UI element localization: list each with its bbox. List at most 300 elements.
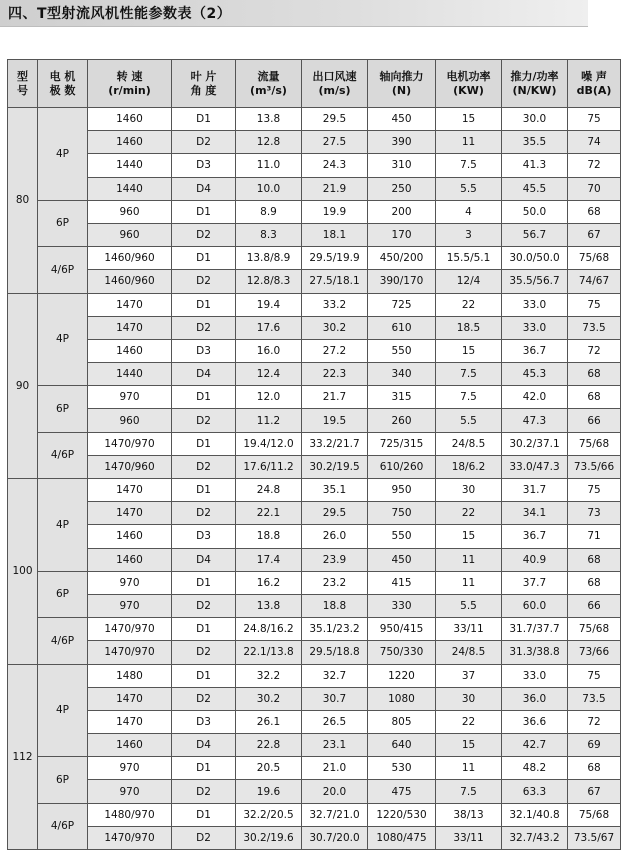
noise-cell: 68 (568, 571, 621, 594)
motor-power-cell: 15 (436, 339, 502, 362)
table-row (8, 641, 621, 664)
poles-cell: 6P (38, 757, 88, 803)
col-speed-header: 转 速 (r/min) (88, 60, 172, 108)
noise-cell: 73/66 (568, 641, 621, 664)
col-thrust-power-ratio-header: 推力/功率 (N/KW) (502, 60, 568, 108)
motor-power-cell: 4 (436, 200, 502, 223)
flow-cell: 32.2/20.5 (236, 803, 302, 826)
thrust-cell: 1080/475 (368, 826, 436, 849)
outlet-velocity-cell: 27.5/18.1 (302, 270, 368, 293)
speed-cell: 1470 (88, 316, 172, 339)
speed-cell: 970 (88, 571, 172, 594)
blade-angle-cell: D2 (172, 502, 236, 525)
flow-cell: 30.2/19.6 (236, 826, 302, 849)
flow-cell: 24.8 (236, 479, 302, 502)
thrust-cell: 415 (368, 571, 436, 594)
blade-angle-cell: D2 (172, 409, 236, 432)
col-blade-angle-header: 叶 片 角 度 (172, 60, 236, 108)
blade-angle-cell: D4 (172, 734, 236, 757)
thrust-power-ratio-cell: 36.6 (502, 710, 568, 733)
thrust-cell: 390 (368, 131, 436, 154)
thrust-power-ratio-cell: 34.1 (502, 502, 568, 525)
table-row (8, 826, 621, 849)
motor-power-cell: 33/11 (436, 826, 502, 849)
table-row (8, 594, 621, 617)
outlet-velocity-cell: 21.9 (302, 177, 368, 200)
outlet-velocity-cell: 30.7 (302, 687, 368, 710)
poles-cell: 4/6P (38, 618, 88, 664)
flow-cell: 17.4 (236, 548, 302, 571)
motor-power-cell: 22 (436, 502, 502, 525)
table-row (8, 154, 621, 177)
thrust-power-ratio-cell: 45.3 (502, 363, 568, 386)
noise-cell: 68 (568, 363, 621, 386)
model-cell: 100 (8, 479, 38, 665)
thrust-cell: 725/315 (368, 432, 436, 455)
table-row (8, 363, 621, 386)
thrust-cell: 475 (368, 780, 436, 803)
thrust-power-ratio-cell: 41.3 (502, 154, 568, 177)
motor-power-cell: 33/11 (436, 618, 502, 641)
table-row (8, 618, 621, 641)
motor-power-cell: 15 (436, 108, 502, 131)
poles-cell: 4/6P (38, 247, 88, 293)
blade-angle-cell: D2 (172, 270, 236, 293)
outlet-velocity-cell: 18.8 (302, 594, 368, 617)
table-row (8, 177, 621, 200)
blade-angle-cell: D1 (172, 200, 236, 223)
blade-angle-cell: D1 (172, 618, 236, 641)
motor-power-cell: 15.5/5.1 (436, 247, 502, 270)
poles-cell: 4/6P (38, 432, 88, 478)
blade-angle-cell: D3 (172, 710, 236, 733)
thrust-power-ratio-cell: 30.2/37.1 (502, 432, 568, 455)
outlet-velocity-cell: 33.2/21.7 (302, 432, 368, 455)
thrust-cell: 315 (368, 386, 436, 409)
blade-angle-cell: D2 (172, 131, 236, 154)
title-bar (0, 0, 588, 27)
outlet-velocity-cell: 27.5 (302, 131, 368, 154)
motor-power-cell: 7.5 (436, 363, 502, 386)
outlet-velocity-cell: 21.0 (302, 757, 368, 780)
speed-cell: 960 (88, 223, 172, 246)
outlet-velocity-cell: 26.5 (302, 710, 368, 733)
blade-angle-cell: D4 (172, 548, 236, 571)
col-motor-power-header: 电机功率 (KW) (436, 60, 502, 108)
motor-power-cell: 18.5 (436, 316, 502, 339)
motor-power-cell: 24/8.5 (436, 432, 502, 455)
table-row (8, 757, 621, 780)
thrust-power-ratio-cell: 42.0 (502, 386, 568, 409)
thrust-cell: 750 (368, 502, 436, 525)
motor-power-cell: 5.5 (436, 409, 502, 432)
noise-cell: 72 (568, 710, 621, 733)
col-poles-header: 电 机 极 数 (38, 60, 88, 108)
blade-angle-cell: D1 (172, 803, 236, 826)
noise-cell: 66 (568, 409, 621, 432)
motor-power-cell: 5.5 (436, 594, 502, 617)
speed-cell: 1440 (88, 154, 172, 177)
thrust-power-ratio-cell: 33.0 (502, 316, 568, 339)
flow-cell: 32.2 (236, 664, 302, 687)
thrust-cell: 750/330 (368, 641, 436, 664)
outlet-velocity-cell: 26.0 (302, 525, 368, 548)
thrust-cell: 1080 (368, 687, 436, 710)
speed-cell: 1470 (88, 293, 172, 316)
motor-power-cell: 11 (436, 571, 502, 594)
flow-cell: 16.2 (236, 571, 302, 594)
fan-spec-table (7, 59, 621, 850)
noise-cell: 73.5 (568, 687, 621, 710)
motor-power-cell: 15 (436, 734, 502, 757)
thrust-power-ratio-cell: 33.0 (502, 664, 568, 687)
outlet-velocity-cell: 30.2/19.5 (302, 455, 368, 478)
table-row (8, 571, 621, 594)
table-row (8, 432, 621, 455)
table-row (8, 664, 621, 687)
table-row (8, 780, 621, 803)
thrust-power-ratio-cell: 60.0 (502, 594, 568, 617)
thrust-cell: 805 (368, 710, 436, 733)
flow-cell: 19.4/12.0 (236, 432, 302, 455)
table-row (8, 409, 621, 432)
noise-cell: 75 (568, 664, 621, 687)
table-row (8, 803, 621, 826)
speed-cell: 1440 (88, 363, 172, 386)
noise-cell: 68 (568, 200, 621, 223)
table-row (8, 734, 621, 757)
speed-cell: 1440 (88, 177, 172, 200)
thrust-cell: 170 (368, 223, 436, 246)
noise-cell: 70 (568, 177, 621, 200)
outlet-velocity-cell: 22.3 (302, 363, 368, 386)
blade-angle-cell: D1 (172, 247, 236, 270)
blade-angle-cell: D2 (172, 594, 236, 617)
flow-cell: 16.0 (236, 339, 302, 362)
blade-angle-cell: D1 (172, 479, 236, 502)
noise-cell: 75 (568, 293, 621, 316)
thrust-power-ratio-cell: 42.7 (502, 734, 568, 757)
speed-cell: 970 (88, 780, 172, 803)
noise-cell: 75/68 (568, 432, 621, 455)
outlet-velocity-cell: 19.9 (302, 200, 368, 223)
motor-power-cell: 37 (436, 664, 502, 687)
thrust-power-ratio-cell: 32.7/43.2 (502, 826, 568, 849)
speed-cell: 1460 (88, 548, 172, 571)
noise-cell: 73 (568, 502, 621, 525)
thrust-power-ratio-cell: 50.0 (502, 200, 568, 223)
motor-power-cell: 11 (436, 757, 502, 780)
thrust-power-ratio-cell: 31.7 (502, 479, 568, 502)
blade-angle-cell: D1 (172, 293, 236, 316)
flow-cell: 12.8/8.3 (236, 270, 302, 293)
noise-cell: 72 (568, 154, 621, 177)
table-row (8, 455, 621, 478)
col-flow-header: 流量 (m³/s) (236, 60, 302, 108)
speed-cell: 1470 (88, 710, 172, 733)
flow-cell: 19.6 (236, 780, 302, 803)
col-outlet-velocity-header: 出口风速 (m/s) (302, 60, 368, 108)
outlet-velocity-cell: 24.3 (302, 154, 368, 177)
thrust-cell: 200 (368, 200, 436, 223)
speed-cell: 1470 (88, 687, 172, 710)
thrust-cell: 250 (368, 177, 436, 200)
thrust-cell: 530 (368, 757, 436, 780)
poles-cell: 4/6P (38, 803, 88, 849)
outlet-velocity-cell: 29.5/18.8 (302, 641, 368, 664)
thrust-power-ratio-cell: 37.7 (502, 571, 568, 594)
flow-cell: 18.8 (236, 525, 302, 548)
thrust-cell: 260 (368, 409, 436, 432)
thrust-power-ratio-cell: 35.5/56.7 (502, 270, 568, 293)
thrust-power-ratio-cell: 36.0 (502, 687, 568, 710)
noise-cell: 75/68 (568, 803, 621, 826)
motor-power-cell: 3 (436, 223, 502, 246)
flow-cell: 8.9 (236, 200, 302, 223)
blade-angle-cell: D1 (172, 757, 236, 780)
table-row (8, 525, 621, 548)
speed-cell: 1460/960 (88, 247, 172, 270)
poles-cell: 4P (38, 108, 88, 201)
outlet-velocity-cell: 29.5 (302, 108, 368, 131)
flow-cell: 17.6 (236, 316, 302, 339)
motor-power-cell: 5.5 (436, 177, 502, 200)
thrust-power-ratio-cell: 47.3 (502, 409, 568, 432)
thrust-power-ratio-cell: 35.5 (502, 131, 568, 154)
blade-angle-cell: D1 (172, 432, 236, 455)
noise-cell: 74/67 (568, 270, 621, 293)
noise-cell: 75 (568, 108, 621, 131)
blade-angle-cell: D2 (172, 641, 236, 664)
motor-power-cell: 22 (436, 293, 502, 316)
noise-cell: 68 (568, 386, 621, 409)
thrust-power-ratio-cell: 36.7 (502, 339, 568, 362)
thrust-power-ratio-cell: 30.0/50.0 (502, 247, 568, 270)
table-row (8, 223, 621, 246)
thrust-power-ratio-cell: 45.5 (502, 177, 568, 200)
table-row (8, 293, 621, 316)
table-row (8, 548, 621, 571)
thrust-power-ratio-cell: 30.0 (502, 108, 568, 131)
blade-angle-cell: D3 (172, 154, 236, 177)
noise-cell: 67 (568, 223, 621, 246)
thrust-cell: 1220 (368, 664, 436, 687)
flow-cell: 24.8/16.2 (236, 618, 302, 641)
col-thrust-header: 轴向推力 (N) (368, 60, 436, 108)
noise-cell: 72 (568, 339, 621, 362)
thrust-cell: 310 (368, 154, 436, 177)
thrust-cell: 950/415 (368, 618, 436, 641)
thrust-cell: 550 (368, 339, 436, 362)
thrust-cell: 640 (368, 734, 436, 757)
table-row (8, 386, 621, 409)
model-cell: 112 (8, 664, 38, 850)
motor-power-cell: 11 (436, 131, 502, 154)
motor-power-cell: 18/6.2 (436, 455, 502, 478)
thrust-cell: 610/260 (368, 455, 436, 478)
thrust-cell: 1220/530 (368, 803, 436, 826)
flow-cell: 22.8 (236, 734, 302, 757)
noise-cell: 75/68 (568, 247, 621, 270)
blade-angle-cell: D4 (172, 177, 236, 200)
speed-cell: 970 (88, 757, 172, 780)
thrust-power-ratio-cell: 56.7 (502, 223, 568, 246)
noise-cell: 67 (568, 780, 621, 803)
speed-cell: 970 (88, 386, 172, 409)
noise-cell: 75 (568, 479, 621, 502)
motor-power-cell: 11 (436, 548, 502, 571)
noise-cell: 75/68 (568, 618, 621, 641)
thrust-cell: 340 (368, 363, 436, 386)
table-row (8, 108, 621, 131)
outlet-velocity-cell: 18.1 (302, 223, 368, 246)
speed-cell: 1470/970 (88, 432, 172, 455)
motor-power-cell: 7.5 (436, 386, 502, 409)
flow-cell: 10.0 (236, 177, 302, 200)
speed-cell: 1460/960 (88, 270, 172, 293)
thrust-cell: 950 (368, 479, 436, 502)
speed-cell: 960 (88, 409, 172, 432)
flow-cell: 13.8/8.9 (236, 247, 302, 270)
table-row (8, 710, 621, 733)
motor-power-cell: 22 (436, 710, 502, 733)
blade-angle-cell: D2 (172, 687, 236, 710)
flow-cell: 17.6/11.2 (236, 455, 302, 478)
speed-cell: 1480 (88, 664, 172, 687)
speed-cell: 1470 (88, 479, 172, 502)
outlet-velocity-cell: 35.1/23.2 (302, 618, 368, 641)
thrust-cell: 550 (368, 525, 436, 548)
thrust-cell: 390/170 (368, 270, 436, 293)
flow-cell: 19.4 (236, 293, 302, 316)
outlet-velocity-cell: 19.5 (302, 409, 368, 432)
blade-angle-cell: D1 (172, 571, 236, 594)
flow-cell: 11.0 (236, 154, 302, 177)
outlet-velocity-cell: 32.7 (302, 664, 368, 687)
outlet-velocity-cell: 29.5/19.9 (302, 247, 368, 270)
table-row (8, 316, 621, 339)
table-row (8, 479, 621, 502)
speed-cell: 1460 (88, 108, 172, 131)
speed-cell: 1460 (88, 734, 172, 757)
blade-angle-cell: D1 (172, 386, 236, 409)
thrust-power-ratio-cell: 31.3/38.8 (502, 641, 568, 664)
outlet-velocity-cell: 30.7/20.0 (302, 826, 368, 849)
table-row (8, 339, 621, 362)
poles-cell: 6P (38, 200, 88, 246)
motor-power-cell: 7.5 (436, 154, 502, 177)
motor-power-cell: 38/13 (436, 803, 502, 826)
noise-cell: 71 (568, 525, 621, 548)
outlet-velocity-cell: 27.2 (302, 339, 368, 362)
outlet-velocity-cell: 33.2 (302, 293, 368, 316)
noise-cell: 68 (568, 757, 621, 780)
outlet-velocity-cell: 32.7/21.0 (302, 803, 368, 826)
outlet-velocity-cell: 30.2 (302, 316, 368, 339)
page-title: 四、T型射流风机性能参数表（2） (8, 6, 232, 22)
blade-angle-cell: D2 (172, 316, 236, 339)
flow-cell: 11.2 (236, 409, 302, 432)
poles-cell: 4P (38, 664, 88, 757)
table-row (8, 270, 621, 293)
flow-cell: 13.8 (236, 108, 302, 131)
outlet-velocity-cell: 35.1 (302, 479, 368, 502)
poles-cell: 4P (38, 479, 88, 572)
blade-angle-cell: D4 (172, 363, 236, 386)
poles-cell: 6P (38, 386, 88, 432)
thrust-cell: 725 (368, 293, 436, 316)
speed-cell: 1460 (88, 339, 172, 362)
flow-cell: 12.4 (236, 363, 302, 386)
speed-cell: 1470/970 (88, 641, 172, 664)
noise-cell: 73.5 (568, 316, 621, 339)
noise-cell: 68 (568, 548, 621, 571)
outlet-velocity-cell: 21.7 (302, 386, 368, 409)
motor-power-cell: 24/8.5 (436, 641, 502, 664)
col-model-header: 型 号 (8, 60, 38, 108)
thrust-cell: 610 (368, 316, 436, 339)
outlet-velocity-cell: 23.9 (302, 548, 368, 571)
thrust-power-ratio-cell: 63.3 (502, 780, 568, 803)
motor-power-cell: 15 (436, 525, 502, 548)
flow-cell: 20.5 (236, 757, 302, 780)
noise-cell: 73.5/66 (568, 455, 621, 478)
poles-cell: 4P (38, 293, 88, 386)
noise-cell: 74 (568, 131, 621, 154)
motor-power-cell: 30 (436, 687, 502, 710)
thrust-power-ratio-cell: 32.1/40.8 (502, 803, 568, 826)
flow-cell: 13.8 (236, 594, 302, 617)
thrust-cell: 330 (368, 594, 436, 617)
blade-angle-cell: D3 (172, 525, 236, 548)
flow-cell: 12.0 (236, 386, 302, 409)
table-row (8, 131, 621, 154)
thrust-power-ratio-cell: 33.0/47.3 (502, 455, 568, 478)
blade-angle-cell: D3 (172, 339, 236, 362)
flow-cell: 22.1 (236, 502, 302, 525)
header-row (8, 60, 621, 108)
col-noise-header: 噪 声 dB(A) (568, 60, 621, 108)
table-row (8, 247, 621, 270)
thrust-cell: 450/200 (368, 247, 436, 270)
flow-cell: 12.8 (236, 131, 302, 154)
outlet-velocity-cell: 23.2 (302, 571, 368, 594)
blade-angle-cell: D2 (172, 223, 236, 246)
thrust-cell: 450 (368, 548, 436, 571)
thrust-power-ratio-cell: 40.9 (502, 548, 568, 571)
outlet-velocity-cell: 20.0 (302, 780, 368, 803)
flow-cell: 22.1/13.8 (236, 641, 302, 664)
blade-angle-cell: D2 (172, 455, 236, 478)
motor-power-cell: 30 (436, 479, 502, 502)
speed-cell: 1470/970 (88, 618, 172, 641)
model-cell: 90 (8, 293, 38, 479)
flow-cell: 8.3 (236, 223, 302, 246)
blade-angle-cell: D2 (172, 826, 236, 849)
blade-angle-cell: D1 (172, 664, 236, 687)
thrust-power-ratio-cell: 31.7/37.7 (502, 618, 568, 641)
motor-power-cell: 7.5 (436, 780, 502, 803)
outlet-velocity-cell: 29.5 (302, 502, 368, 525)
table-row (8, 687, 621, 710)
table-row (8, 502, 621, 525)
flow-cell: 30.2 (236, 687, 302, 710)
thrust-power-ratio-cell: 48.2 (502, 757, 568, 780)
model-cell: 80 (8, 108, 38, 294)
blade-angle-cell: D1 (172, 108, 236, 131)
poles-cell: 6P (38, 571, 88, 617)
thrust-power-ratio-cell: 36.7 (502, 525, 568, 548)
